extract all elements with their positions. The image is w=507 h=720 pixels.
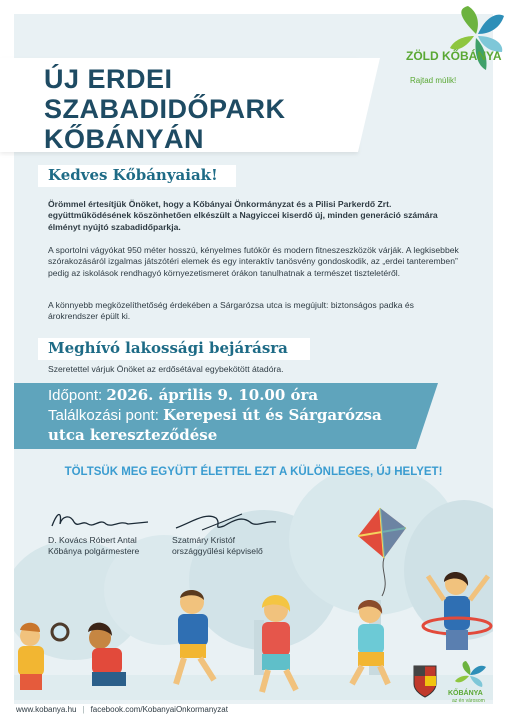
event-place-line-2 xyxy=(48,426,217,445)
coat-of-arms-icon xyxy=(412,664,438,698)
signer-1-role: Kőbánya polgármestere xyxy=(48,546,140,556)
footer-logo-name: KŐBÁNYA xyxy=(448,690,483,697)
time-value: 2026. április 9. 10.00 óra xyxy=(106,386,319,404)
footer xyxy=(16,705,228,714)
time-label: Időpont: xyxy=(48,387,103,404)
place-label: Találkozási pont: xyxy=(48,407,159,424)
logo-name: ZÖLD KŐBÁNYA xyxy=(406,49,502,63)
call-to-action: TÖLTSÜK MEG EGYÜTT ÉLETTEL EZT A KÜLÖNLEGES, ÚJ HELYET! xyxy=(64,466,443,478)
logo-tagline: Rajtad múlik! xyxy=(410,76,457,85)
intro-paragraph: Örömmel értesítjük Önöket, hogy a Kőbányai Önkormányzat és a Pilisi Parkerdő Zrt. együttműködésének köszönhetően elkészült a Nagyiccei kiserdő új, minden generáció számára élményt nyújtó szabadidőparkja. xyxy=(48,199,438,232)
signer-1-name: D. Kovács Róbert Antal xyxy=(48,535,137,545)
facilities-paragraph: A sportolni vágyókat 950 méter hosszú, kényelmes futókör és modern fitneszeszközök várják. A legkisebbek szórakozásáról izgalmas játszótéri elemek és egy interaktív tanösvény gondoskodik, az „erdei tanteremben” pedig az iskolások rendhagyó környezetismeret órákon tanulhatnak a természet tiszteletéről. xyxy=(48,245,459,278)
signer-2-role: országgyűlési képviselő xyxy=(172,546,263,556)
signer-1 xyxy=(48,535,139,557)
signer-2-name: Szatmáry Kristóf xyxy=(172,535,236,545)
invite-header-text: Meghívó lakossági bejárásra xyxy=(48,339,288,357)
page-title xyxy=(44,64,364,154)
greeting-header xyxy=(38,165,236,187)
invite-text: Szeretettel várjuk Önöket az erdősétával egybekötött átadóra. xyxy=(48,364,284,374)
access-paragraph: A könnyebb megközelíthetőség érdekében a Sárgarózsa utca is megújult: biztonságos padka és árokrendszer épült ki. xyxy=(48,300,414,322)
footer-website-link[interactable]: www.kobanya.hu xyxy=(16,705,77,714)
place-value-2: utca kereszteződése xyxy=(48,426,218,444)
event-time xyxy=(48,386,318,405)
kobanya-footer-logo-icon xyxy=(452,660,488,690)
title-line-2: KŐBÁNYÁN xyxy=(44,124,205,154)
signer-2 xyxy=(172,535,263,557)
footer-separator: | xyxy=(82,705,85,714)
signature-2-image xyxy=(172,508,282,536)
title-line-1: ÚJ ERDEI SZABADIDŐPARK xyxy=(44,64,286,124)
signature-1-image xyxy=(48,506,158,534)
footer-logo-tagline: az én városom xyxy=(452,698,485,704)
place-value-1: Kerepesi út és Sárgarózsa xyxy=(163,406,382,424)
event-place xyxy=(48,406,382,425)
invite-header xyxy=(38,338,310,360)
greeting-text: Kedves Kőbányaiak! xyxy=(48,166,218,184)
footer-facebook-link[interactable]: facebook.com/KobanyaiOnkormanyzat xyxy=(90,705,228,714)
